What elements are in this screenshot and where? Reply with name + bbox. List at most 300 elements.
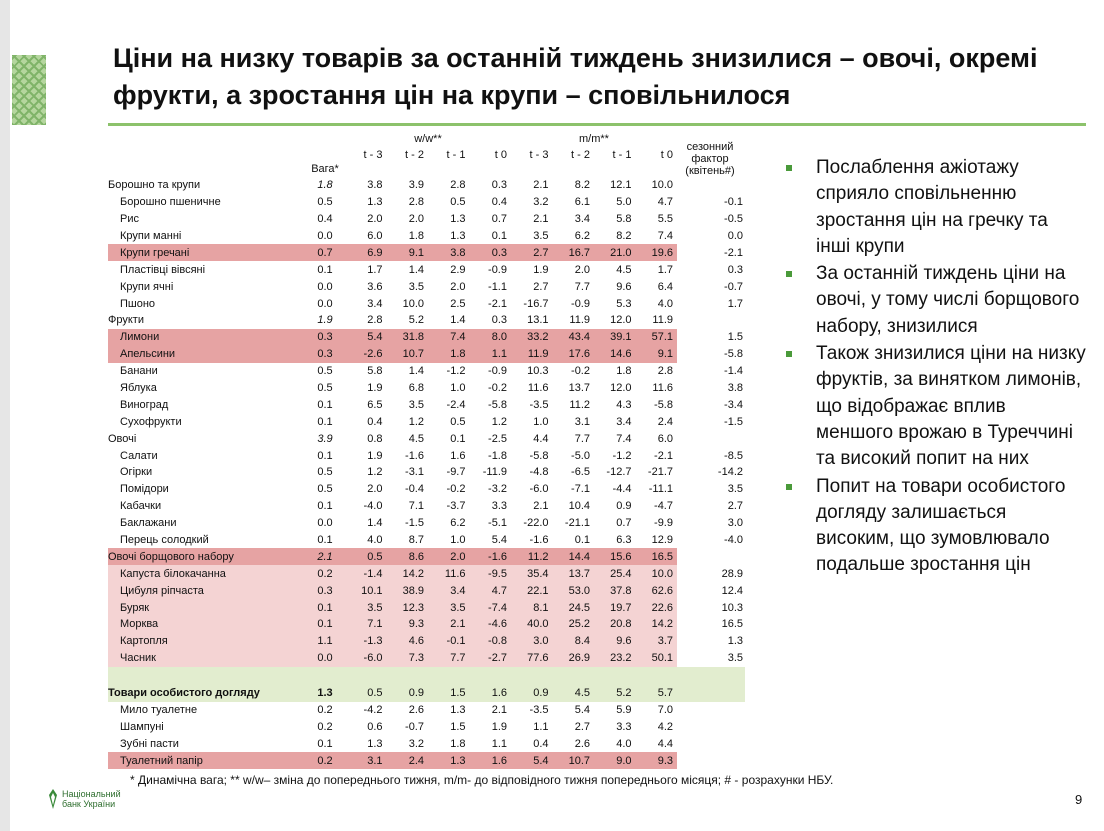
value-cell: -9.9	[654, 517, 673, 530]
value-cell: 11.2	[569, 398, 590, 411]
value-cell: 10.0	[402, 297, 424, 310]
value-cell: -21.1	[564, 517, 590, 530]
bullet-marker	[786, 271, 792, 277]
weight-cell: 1.8	[317, 179, 333, 192]
value-cell: -5.1	[488, 517, 507, 530]
table-row	[108, 616, 745, 633]
table-row	[108, 685, 745, 702]
value-cell	[553, 667, 595, 685]
value-cell: 2.5	[450, 297, 466, 310]
table-row	[108, 735, 745, 752]
row-label: Лимони	[108, 329, 305, 346]
value-cell: 7.7	[574, 432, 590, 445]
row-label: Салати	[120, 449, 158, 462]
seasonal-cell	[677, 752, 745, 769]
value-cell: -0.1	[428, 633, 470, 650]
value-cell: 1.2	[491, 415, 507, 428]
seasonal-cell	[677, 667, 745, 685]
value-cell	[511, 667, 553, 685]
weight-cell: 0.2	[305, 752, 345, 769]
value-cell: 7.4	[657, 230, 673, 242]
value-cell: 4.5	[553, 685, 595, 702]
value-cell: 38.9	[387, 582, 429, 599]
value-cell: 4.4	[533, 432, 549, 445]
value-cell: 11.9	[652, 314, 673, 327]
value-cell: -1.6	[470, 548, 512, 565]
price-table	[108, 130, 745, 769]
value-cell: 1.3	[450, 704, 466, 717]
row-label: Цибуля ріпчаста	[108, 582, 305, 599]
value-cell: 1.1	[491, 737, 507, 750]
value-cell: 1.4	[408, 365, 424, 378]
value-cell: 1.4	[367, 517, 383, 530]
value-cell: -1.4	[345, 565, 387, 582]
value-cell: 19.7	[594, 599, 636, 616]
value-cell: -11.9	[482, 466, 507, 479]
weight-cell: 0.0	[317, 517, 333, 530]
value-cell: 1.8	[428, 346, 470, 363]
value-cell: -5.8	[488, 398, 507, 411]
seasonal-cell: -2.1	[724, 246, 743, 259]
seasonal-cell	[677, 685, 745, 702]
value-cell: 11.9	[511, 346, 553, 363]
weight-cell: 0.1	[317, 449, 333, 462]
value-cell: 10.1	[345, 582, 387, 599]
row-label: Кабачки	[120, 500, 162, 513]
value-cell: 2.4	[387, 752, 429, 769]
value-cell: 25.4	[594, 565, 636, 582]
decorative-pattern	[12, 55, 46, 125]
row-label: Мило туалетне	[120, 704, 198, 717]
value-cell: 4.0	[616, 737, 632, 750]
table-row	[108, 329, 745, 346]
value-cell: 0.1	[491, 230, 507, 242]
column-header-row	[108, 147, 745, 177]
table-row	[108, 312, 745, 329]
value-cell	[470, 667, 512, 685]
table-row	[108, 498, 745, 515]
value-cell: 17.6	[553, 346, 595, 363]
table-row	[108, 481, 745, 498]
seasonal-cell: 3.5	[727, 652, 743, 665]
value-cell: 5.2	[408, 314, 424, 327]
value-cell: 16.5	[636, 548, 678, 565]
table-row	[108, 599, 745, 616]
footnote: * Динамічна вага; ** w/w– зміна до попереднього тижня, m/m- до відповідного тижня попереднього місяця; # - розрахунки НБУ.	[130, 773, 834, 787]
value-cell: 62.6	[636, 582, 678, 599]
value-cell: -12.7	[606, 466, 632, 479]
value-cell: 1.0	[450, 382, 466, 395]
value-cell: 0.4	[367, 415, 383, 428]
value-cell: 2.9	[450, 263, 466, 276]
value-cell: 0.9	[616, 500, 632, 513]
seasonal-cell: -3.4	[724, 398, 743, 411]
value-cell: 5.5	[657, 213, 673, 226]
seasonal-cell	[677, 719, 745, 736]
value-cell: 4.5	[616, 263, 632, 276]
row-label: Овочі	[108, 432, 137, 445]
weight-cell: 0.1	[317, 500, 333, 513]
value-cell: -2.1	[654, 449, 673, 462]
bullet-item: Також знизилися ціни на низку фруктів, за винятком лимонів, що відображає вплив меншого врожаю в Туреччині та високий попит на них	[786, 341, 1086, 472]
mm-header: m/m**	[579, 132, 609, 145]
value-cell: 1.2	[367, 466, 383, 479]
value-cell: 1.3	[428, 752, 470, 769]
value-cell: 7.4	[428, 329, 470, 346]
value-cell: 1.8	[616, 365, 632, 378]
seasonal-cell: 0.3	[727, 263, 743, 276]
seasonal-cell: -0.1	[724, 196, 743, 209]
value-cell: 5.7	[636, 685, 678, 702]
value-cell: 1.9	[533, 263, 549, 276]
value-cell: 5.4	[574, 704, 590, 717]
value-cell: 50.1	[636, 650, 678, 667]
seasonal-cell: -8.5	[724, 449, 743, 462]
value-cell: 8.0	[470, 329, 512, 346]
weight-cell: 0.2	[305, 565, 345, 582]
row-label: Перець солодкий	[120, 534, 209, 547]
seasonal-cell: -14.2	[717, 466, 743, 479]
table-row	[108, 464, 745, 481]
value-cell: 2.0	[574, 263, 590, 276]
value-cell: 9.3	[387, 616, 429, 633]
value-cell: 7.4	[616, 432, 632, 445]
weight-cell: 1.1	[305, 633, 345, 650]
value-cell: 53.0	[553, 582, 595, 599]
row-label: Морква	[108, 616, 305, 633]
value-cell: 3.4	[616, 415, 632, 428]
value-cell: 1.7	[657, 263, 673, 276]
value-cell: 14.2	[636, 616, 678, 633]
value-cell: -2.1	[488, 297, 507, 310]
value-cell: 12.1	[610, 179, 632, 192]
value-cell: 8.2	[574, 179, 590, 192]
value-cell: 7.7	[574, 280, 590, 293]
value-cell: 1.9	[367, 382, 383, 395]
value-cell: -3.5	[529, 704, 549, 717]
seasonal-cell	[677, 177, 745, 194]
weight-cell	[305, 667, 345, 685]
table-row	[108, 752, 745, 769]
value-cell: 10.0	[636, 565, 678, 582]
value-cell: 14.4	[553, 548, 595, 565]
value-cell: -7.1	[571, 483, 590, 496]
value-cell: 1.0	[450, 534, 466, 547]
value-cell: -1.6	[405, 449, 424, 462]
value-cell: -2.5	[488, 432, 507, 445]
table-row	[108, 244, 745, 261]
value-cell: 11.6	[652, 382, 673, 395]
value-cell: 3.6	[367, 280, 383, 293]
value-cell: -3.1	[405, 466, 424, 479]
table-row	[108, 548, 745, 565]
row-label: Товари особистого догляду	[108, 685, 305, 702]
value-cell: 11.2	[511, 548, 553, 565]
weight-cell: 0.0	[317, 280, 333, 293]
value-cell: 3.2	[408, 737, 424, 750]
table-row	[108, 177, 745, 194]
value-cell: -4.8	[529, 466, 549, 479]
value-cell: -0.7	[405, 720, 424, 733]
period-header: t 0	[660, 148, 673, 161]
value-cell: 10.7	[387, 346, 429, 363]
value-cell: 1.1	[533, 720, 549, 733]
value-cell: 2.7	[533, 280, 549, 293]
value-cell: 26.9	[553, 650, 595, 667]
row-label: Крупи манні	[120, 230, 182, 242]
seasonal-header: сезонний фактор (квітень#)	[685, 140, 735, 177]
table-row	[108, 633, 745, 650]
row-label: Крупи ячні	[120, 280, 174, 293]
value-cell: 25.2	[553, 616, 595, 633]
value-cell: -4.6	[470, 616, 512, 633]
seasonal-cell: -0.7	[724, 280, 743, 293]
value-cell: 3.8	[428, 244, 470, 261]
value-cell: 6.4	[657, 280, 673, 293]
value-cell: -0.2	[488, 382, 507, 395]
value-cell: 0.6	[367, 720, 383, 733]
value-cell: 0.3	[491, 179, 507, 192]
value-cell: 8.2	[616, 230, 632, 242]
weight-cell: 0.1	[317, 415, 333, 428]
value-cell: 4.7	[470, 582, 512, 599]
weight-cell: 0.5	[317, 483, 333, 496]
weight-cell: 0.0	[317, 230, 333, 242]
value-cell: 5.4	[491, 534, 507, 547]
group-header-row	[108, 130, 745, 147]
value-cell: 0.7	[491, 213, 507, 226]
weight-cell: 0.5	[317, 196, 333, 209]
value-cell: 1.9	[367, 449, 383, 462]
value-cell: -0.2	[571, 365, 590, 378]
row-label: Баклажани	[120, 517, 177, 530]
row-label: Банани	[120, 365, 158, 378]
weight-cell: 0.1	[305, 599, 345, 616]
value-cell: 7.3	[387, 650, 429, 667]
value-cell: 1.2	[408, 415, 424, 428]
value-cell: -0.9	[488, 263, 507, 276]
value-cell: 1.7	[367, 263, 383, 276]
value-cell	[387, 667, 429, 685]
value-cell: 77.6	[511, 650, 553, 667]
value-cell: -22.0	[523, 517, 549, 530]
value-cell: -0.2	[446, 483, 466, 496]
table-row	[108, 278, 745, 295]
value-cell: 0.1	[450, 432, 466, 445]
row-label: Часник	[108, 650, 305, 667]
value-cell: -0.9	[488, 365, 507, 378]
row-label: Апельсини	[108, 346, 305, 363]
bullet-item: Послаблення ажіотажу сприяло сповільненню зростання цін на гречку та інші крупи	[786, 155, 1086, 260]
value-cell: 12.9	[651, 534, 673, 547]
value-cell: -5.8	[529, 449, 549, 462]
value-cell: 1.3	[450, 230, 466, 242]
seasonal-cell: 28.9	[721, 567, 743, 580]
weight-cell: 0.2	[317, 704, 333, 717]
value-cell: -4.4	[612, 483, 632, 496]
value-cell: 6.5	[367, 398, 383, 411]
value-cell: 5.0	[616, 196, 632, 209]
value-cell: 22.6	[636, 599, 678, 616]
row-label: Фрукти	[108, 314, 144, 327]
value-cell: 2.7	[574, 720, 590, 733]
row-label	[108, 667, 305, 685]
table-row	[108, 582, 745, 599]
weight-cell: 0.4	[317, 213, 333, 226]
weight-cell: 0.2	[317, 720, 333, 733]
row-label: Борошно пшеничне	[120, 196, 221, 209]
value-cell: 22.1	[511, 582, 553, 599]
value-cell: 10.3	[527, 365, 549, 378]
value-cell: 8.4	[553, 633, 595, 650]
nbu-logo	[48, 789, 121, 809]
value-cell: 3.4	[367, 297, 383, 310]
value-cell: -1.2	[612, 449, 632, 462]
period-header: t - 3	[529, 148, 549, 161]
value-cell: 12.0	[610, 382, 632, 395]
period-header: t - 1	[446, 148, 466, 161]
weight-cell: 0.0	[305, 650, 345, 667]
seasonal-cell: 1.5	[727, 331, 743, 344]
weight-cell: 0.5	[317, 466, 333, 479]
value-cell: -1.5	[405, 517, 424, 530]
value-cell: 6.2	[574, 230, 590, 242]
value-cell	[428, 667, 470, 685]
value-cell: -0.4	[405, 483, 424, 496]
value-cell: 3.9	[408, 179, 424, 192]
value-cell: 8.1	[511, 599, 553, 616]
value-cell: 3.4	[574, 213, 590, 226]
seasonal-cell: -5.8	[724, 348, 743, 361]
value-cell: 6.2	[450, 517, 466, 530]
value-cell: 2.8	[367, 314, 383, 327]
value-cell: 0.3	[470, 244, 512, 261]
bullet-item: За останній тиждень ціни на овочі, у тому числі борщового набору, знизилися	[786, 261, 1086, 340]
logo-icon	[48, 789, 58, 809]
seasonal-cell	[677, 430, 745, 447]
value-cell: 11.6	[527, 382, 549, 395]
value-cell: 2.1	[533, 179, 549, 192]
value-cell: 19.6	[636, 244, 678, 261]
value-cell: -3.2	[488, 483, 507, 496]
table-row	[108, 228, 745, 245]
value-cell: 6.0	[367, 230, 383, 242]
seasonal-cell	[677, 702, 745, 719]
value-cell: 13.7	[553, 565, 595, 582]
period-header: t - 3	[363, 148, 383, 161]
bullet-list	[786, 155, 1086, 580]
value-cell: 0.5	[345, 548, 387, 565]
weight-cell: 0.1	[305, 616, 345, 633]
value-cell: 11.6	[428, 565, 470, 582]
value-cell: 3.0	[511, 633, 553, 650]
table-row	[108, 346, 745, 363]
seasonal-cell: 3.5	[727, 483, 743, 496]
table-row	[108, 413, 745, 430]
value-cell: 31.8	[387, 329, 429, 346]
value-cell: 0.5	[450, 196, 466, 209]
row-label: Пшоно	[120, 297, 156, 310]
table-row	[108, 719, 745, 736]
value-cell: 10.7	[553, 752, 595, 769]
value-cell: -9.7	[446, 466, 466, 479]
value-cell: 7.7	[428, 650, 470, 667]
logo-line2: банк України	[62, 799, 116, 809]
table-row	[108, 363, 745, 380]
table-row	[108, 396, 745, 413]
row-label: Буряк	[108, 599, 305, 616]
period-header: t - 2	[405, 148, 424, 161]
bullet-marker	[786, 484, 792, 490]
seasonal-cell: 0.0	[727, 230, 743, 242]
value-cell: 5.3	[616, 297, 632, 310]
table-row	[108, 261, 745, 278]
value-cell: 1.8	[450, 737, 466, 750]
value-cell: 5.9	[616, 704, 632, 717]
value-cell: 7.1	[345, 616, 387, 633]
weight-cell: 2.1	[305, 548, 345, 565]
row-label: Сухофрукти	[120, 415, 182, 428]
value-cell: 1.9	[491, 720, 507, 733]
weight-cell: 0.3	[305, 346, 345, 363]
value-cell: 5.4	[511, 752, 553, 769]
weight-cell: 0.1	[317, 737, 333, 750]
value-cell: -1.8	[488, 449, 507, 462]
value-cell: 4.6	[387, 633, 429, 650]
value-cell: 2.0	[367, 483, 383, 496]
row-label: Туалетний папір	[108, 752, 305, 769]
value-cell: 43.4	[553, 329, 595, 346]
value-cell: -3.5	[529, 398, 549, 411]
slide-title: Ціни на низку товарів за останній тиждень знизилися – овочі, окремі фрукти, а зростання цін на крупи – сповільнилося	[113, 43, 1038, 110]
weight-cell: 0.5	[317, 365, 333, 378]
value-cell: 23.2	[594, 650, 636, 667]
value-cell: 12.0	[610, 314, 632, 327]
value-cell: 3.1	[345, 752, 387, 769]
value-cell: 10.4	[568, 500, 590, 513]
seasonal-cell: 2.7	[727, 500, 743, 513]
row-label: Помідори	[120, 483, 169, 496]
weight-cell: 0.1	[317, 263, 333, 276]
value-cell: 1.5	[428, 685, 470, 702]
value-cell: 6.3	[616, 534, 632, 547]
weight-cell: 0.1	[317, 534, 333, 547]
value-cell: -9.5	[470, 565, 512, 582]
value-cell: -6.0	[529, 483, 549, 496]
seasonal-cell: -4.0	[724, 534, 743, 547]
table-row	[108, 515, 745, 532]
value-cell: 2.8	[657, 365, 673, 378]
seasonal-cell: 3.8	[727, 382, 743, 395]
value-cell: 1.6	[450, 449, 466, 462]
value-cell: -5.0	[571, 449, 590, 462]
value-cell: 3.4	[428, 582, 470, 599]
value-cell: 20.8	[594, 616, 636, 633]
value-cell: -16.7	[523, 297, 549, 310]
weight-cell: 3.9	[317, 432, 333, 445]
seasonal-cell: -0.5	[724, 213, 743, 226]
seasonal-cell: -1.4	[724, 365, 743, 378]
value-cell: 13.1	[527, 314, 549, 327]
value-cell: 3.1	[574, 415, 590, 428]
weight-cell: 0.0	[317, 297, 333, 310]
value-cell: 24.5	[553, 599, 595, 616]
value-cell: 2.1	[491, 704, 507, 717]
value-cell: -1.6	[529, 534, 549, 547]
value-cell: 6.1	[574, 196, 590, 209]
weight-cell: 0.7	[305, 244, 345, 261]
value-cell: 14.2	[387, 565, 429, 582]
